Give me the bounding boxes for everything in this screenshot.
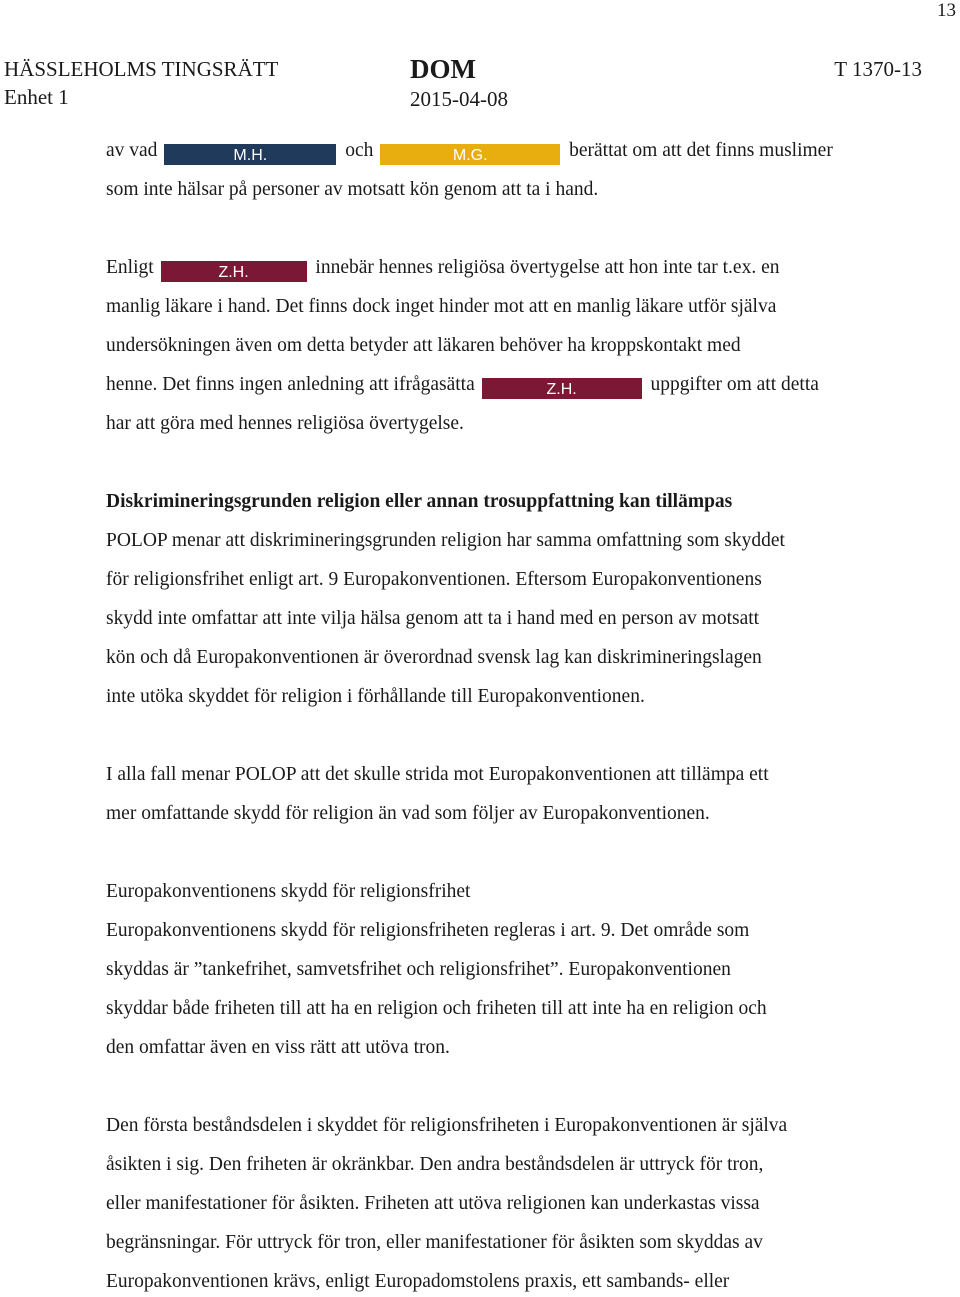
- text-segment: av vad: [106, 140, 158, 161]
- paragraph-2-line-3: undersökningen även om detta betyder att läkaren behöver ha kroppskontakt med: [106, 335, 741, 356]
- paragraph-3-line-5: inte utöka skyddet för religion i förhållande till Europakonventionen.: [106, 686, 645, 707]
- paragraph-5-line-3: skyddar både friheten till att ha en religion och friheten till att inte ha en religion och: [106, 998, 767, 1019]
- paragraph-2-line-5: har att göra med hennes religiösa övertygelse.: [106, 413, 464, 434]
- document-type: DOM: [410, 54, 476, 84]
- paragraph-6-line-2: åsikten i sig. Den friheten är okränkbar. Den andra beståndsdelen är uttryck för tron,: [106, 1154, 764, 1175]
- paragraph-1-line-2: som inte hälsar på personer av motsatt kön genom att ta i hand.: [106, 179, 599, 200]
- text-segment: berättat om att det finns muslimer: [569, 140, 833, 161]
- paragraph-4-line-2: mer omfattande skydd för religion än vad som följer av Europakonventionen.: [106, 803, 710, 824]
- paragraph-2-line-1: [106, 256, 779, 282]
- paragraph-3-line-4: kön och då Europakonventionen är överordnad svensk lag kan diskrimineringslagen: [106, 647, 762, 668]
- paragraph-2-line-2: manlig läkare i hand. Det finns dock inget hinder mot att en manlig läkare utför själva: [106, 296, 777, 317]
- court-name: HÄSSLEHOLMS TINGSRÄTT: [4, 57, 279, 81]
- text-segment: Enligt: [106, 257, 154, 278]
- redaction-zh: Z.H.: [482, 378, 642, 399]
- paragraph-5-line-4: den omfattar även en viss rätt att utöva tron.: [106, 1037, 450, 1058]
- text-segment: uppgifter om att detta: [650, 374, 819, 395]
- paragraph-3-line-1: POLOP menar att diskrimineringsgrunden religion har samma omfattning som skyddet: [106, 530, 785, 551]
- page-number: 13: [937, 0, 956, 21]
- document-date: 2015-04-08: [410, 87, 508, 111]
- redaction-zh: Z.H.: [161, 261, 307, 282]
- text-segment: och: [345, 140, 374, 161]
- section-subheading: Europakonventionens skydd för religionsfrihet: [106, 881, 471, 902]
- section-heading: Diskrimineringsgrunden religion eller annan trosuppfattning kan tillämpas: [106, 491, 733, 512]
- case-number: T 1370-13: [834, 57, 922, 81]
- paragraph-6-line-1: Den första beståndsdelen i skyddet för religionsfriheten i Europakonventionen är själva: [106, 1115, 788, 1136]
- paragraph-3-line-2: för religionsfrihet enligt art. 9 Europakonventionen. Eftersom Europakonventionens: [106, 569, 762, 590]
- paragraph-6-line-5: Europakonventionen krävs, enligt Europadomstolens praxis, ett sambands- eller: [106, 1271, 730, 1292]
- paragraph-2-line-4: [106, 373, 819, 399]
- paragraph-5-line-1: Europakonventionens skydd för religionsfriheten regleras i art. 9. Det område som: [106, 920, 750, 941]
- redaction-mh: M.H.: [164, 144, 336, 165]
- paragraph-1-line-1: [106, 139, 833, 165]
- text-segment: henne. Det finns ingen anledning att ifrågasätta: [106, 374, 475, 395]
- paragraph-3-line-3: skydd inte omfattar att inte vilja hälsa genom att ta i hand med en person av motsatt: [106, 608, 760, 629]
- paragraph-4-line-1: I alla fall menar POLOP att det skulle strida mot Europakonventionen att tillämpa ett: [106, 764, 769, 785]
- paragraph-5-line-2: skyddas är ”tankefrihet, samvetsfrihet och religionsfrihet”. Europakonventionen: [106, 959, 731, 980]
- paragraph-6-line-3: eller manifestationer för åsikten. Friheten att utöva religionen kan underkastas vissa: [106, 1193, 760, 1214]
- text-segment: innebär hennes religiösa övertygelse att hon inte tar t.ex. en: [315, 257, 780, 278]
- court-unit: Enhet 1: [4, 85, 69, 109]
- redaction-mg: M.G.: [380, 144, 560, 165]
- paragraph-6-line-4: begränsningar. För uttryck för tron, eller manifestationer för åsikten som skyddas av: [106, 1232, 763, 1253]
